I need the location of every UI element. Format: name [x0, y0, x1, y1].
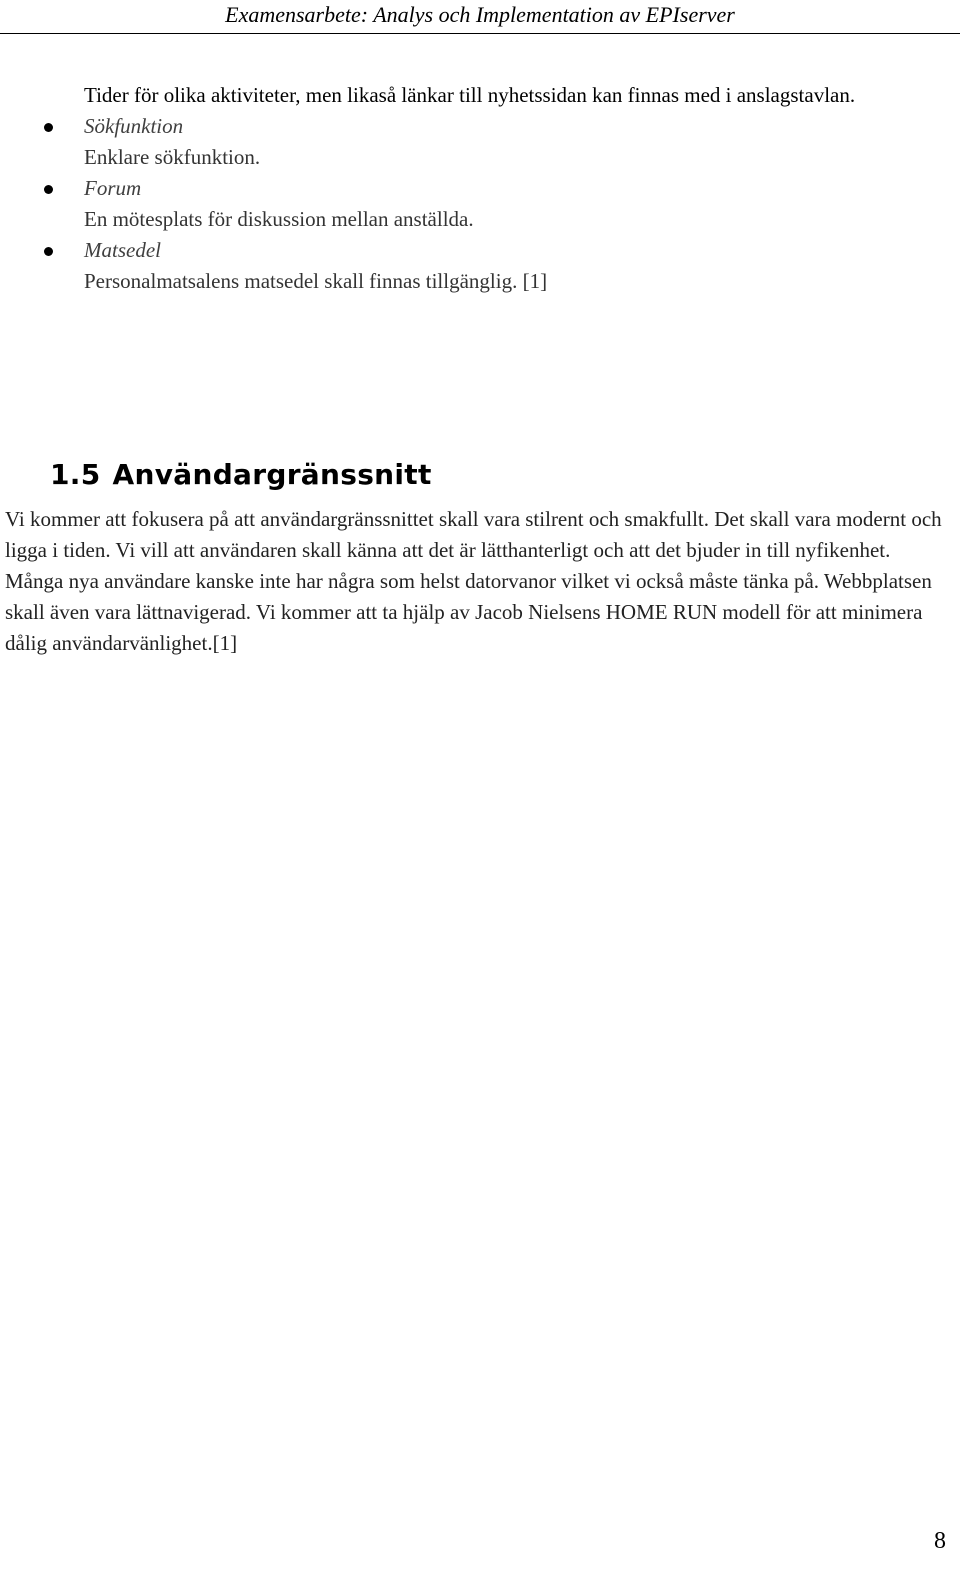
feature-list: [84, 80, 944, 297]
list-item-description: Enklare sökfunktion.: [84, 145, 261, 169]
list-item-title: Sökfunktion: [84, 114, 184, 138]
list-item-title: Matsedel: [84, 238, 161, 262]
bullet-icon: [44, 123, 53, 132]
section-number: 1.5: [50, 458, 101, 491]
bullet-icon: [44, 185, 53, 194]
list-item-title: Forum: [84, 176, 142, 200]
bullet-icon: [44, 247, 53, 256]
list-item-description: En mötesplats för diskussion mellan anställda.: [84, 207, 474, 231]
section-heading: [50, 458, 432, 491]
list-continuation-text: Tider för olika aktiviteter, men likaså länkar till nyhetssidan kan finnas med i anslagstavlan.: [84, 83, 856, 107]
running-header: Examensarbete: Analys och Implementation av EPIserver: [225, 2, 735, 27]
list-item-forum: [84, 173, 944, 235]
section-title: Användargränssnitt: [112, 458, 432, 491]
list-item-sokfunktion: [84, 111, 944, 173]
list-item-description: Personalmatsalens matsedel skall finnas tillgänglig. [1]: [84, 269, 548, 293]
page-number: 8: [934, 1528, 946, 1554]
list-item-matsedel: [84, 235, 944, 297]
header-divider: [0, 33, 960, 34]
section-body-paragraph: Vi kommer att fokusera på att användargränssnittet skall vara stilrent och smakfullt. Det skall vara modernt och ligga i tiden. Vi vill att användaren skall känna att det är lätthanterligt och att det bjuder in till nyfikenhet. Många nya användare kanske inte har några som helst datorvanor vilket vi också måste tänka på. Webbplatsen skall även vara lättnavigerad. Vi kommer att ta hjälp av Jacob Nielsens HOME RUN modell för att minimera dålig användarvänlighet.[1]: [5, 507, 942, 655]
